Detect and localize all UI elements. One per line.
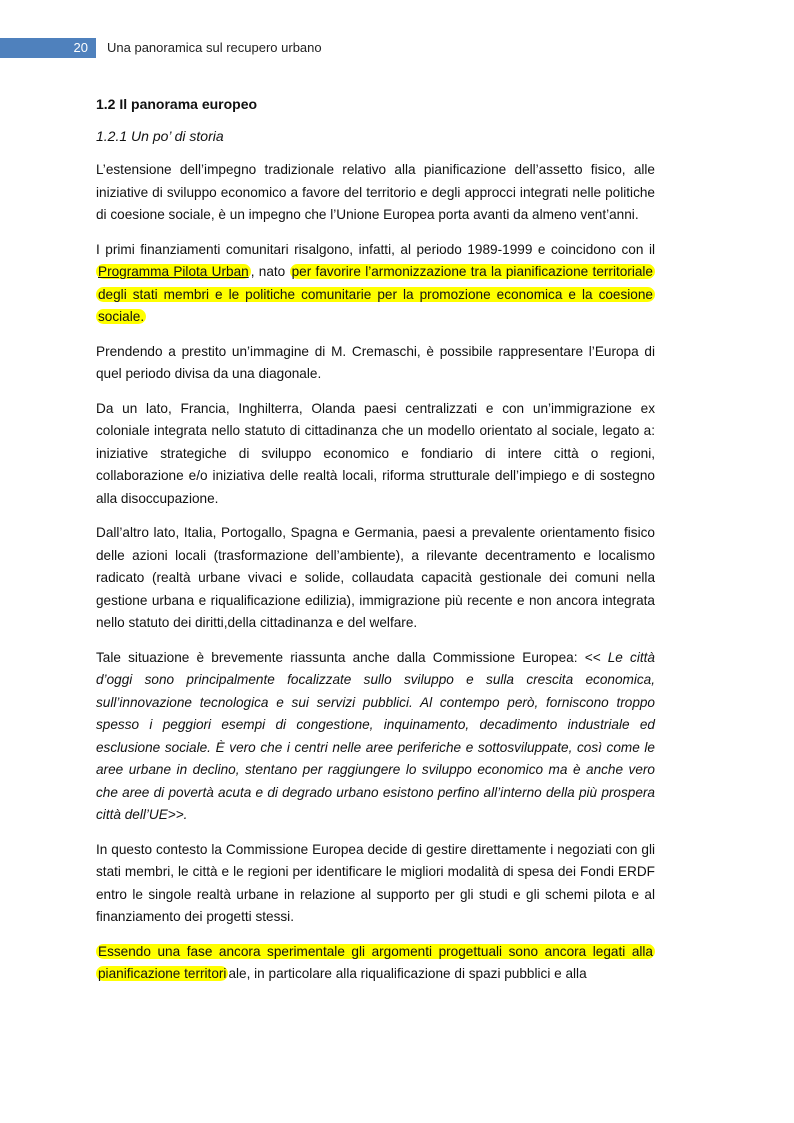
page-number: 20 [0, 38, 96, 58]
running-title [106, 38, 322, 58]
paragraph-3: Prendendo a prestito un’immagine di M. Cremaschi, è possibile rappresentare l’Europa di quel periodo divisa da una diagonale. [96, 343, 655, 381]
paragraph-8 [96, 941, 655, 986]
paragraph-2-highlight: per favorire l’armonizzazione tra la pianificazione territoriale degli stati membri e le politiche comunitarie per la promozione economica e la coesione sociale. [98, 264, 653, 324]
section-title: 1.2 Il panorama europeo [96, 96, 258, 112]
paragraph-2 [96, 239, 655, 329]
paragraph-5: Dall’altro lato, Italia, Portogallo, Spagna e Germania, paesi a prevalente orientamento fisico delle azioni locali (trasformazione dell’ambiente), a rilevante decentramento e localismo radicato (realtà urbane vivaci e solide, collaudata capacità gestionale dei comuni nella gestione urbana e riqualificazione edilizia), immigrazione più recente e non ancora integrata nello statuto dei diritti,della cittadinanza e del welfare. [96, 525, 655, 630]
paragraph-8-text: ale, in particolare alla riqualificazione di spazi pubblici e alla [228, 966, 587, 981]
subsection-title: 1.2.1 Un po’ di storia [96, 128, 224, 144]
paragraph-2-text-a: I primi finanziamenti comunitari risalgono, infatti, al periodo 1989-1999 e coincidono con il [96, 241, 655, 257]
paragraph-7: In questo contesto la Commissione Europea decide di gestire direttamente i negoziati con gli stati membri, le città e le regioni per identificare le migliori modalità di spesa dei Fondi ERDF entro le singole realtà urbane in relazione al supporto per gli studi e gli schemi pilota e al finanziamento dei progetti stessi. [96, 841, 655, 924]
running-title-text: Una panoramica sul recupero urbano [106, 38, 322, 58]
paragraph-6-text: Tale situazione è brevemente riassunta anche dalla Commissione Europea: [96, 649, 585, 665]
paragraph-1: L’estensione dell’impegno tradizionale relativo alla pianificazione dell’assetto fisico, alle iniziative di sviluppo economico a favore del territorio e degli approcci integrati nelle politiche di coesione sociale, è un impegno che l’Unione Europea porta avanti da almeno vent’anni. [96, 162, 655, 222]
paragraph-6 [96, 647, 655, 827]
page-header [0, 38, 794, 58]
paragraph-8-highlight: Essendo una fase ancora sperimentale gli argomenti progettuali sono ancora legati alla pianificazione territori [98, 943, 653, 981]
programma-pilota-urban-link[interactable]: Programma Pilota Urban [98, 264, 249, 279]
commission-quote: << Le città d’oggi sono principalmente focalizzate sullo sviluppo e sulla crescita economica, sull’innovazione tecnologica e sui servizi pubblici. Al contempo però, forniscono troppo spesso i peggiori esempi di congestione, inquinamento, decadimento industriale ed esclusione sociale. È vero che i centri nelle aree periferiche e sottosviluppate, così come le aree urbane in declino, stentano per raggiungere lo sviluppo economico ma è anche vero che aree di povertà acuta e di degrado urbano esistono perfino all’interno della più prospera città dell’UE>>. [96, 649, 655, 822]
document-body [96, 93, 655, 998]
paragraph-2-text-b: , nato [250, 264, 290, 279]
paragraph-4: Da un lato, Francia, Inghilterra, Olanda paesi centralizzati e con un’immigrazione ex coloniale integrata nello statuto di cittadinanza che un modello orientato al sociale, legato a: iniziative strategiche di sviluppo economico e fondiario di intere città o regioni, collaborazione e/o iniziativa delle realtà locali, riforma strutturale dell’impiego e di sostegno alla disoccupazione. [96, 400, 655, 506]
